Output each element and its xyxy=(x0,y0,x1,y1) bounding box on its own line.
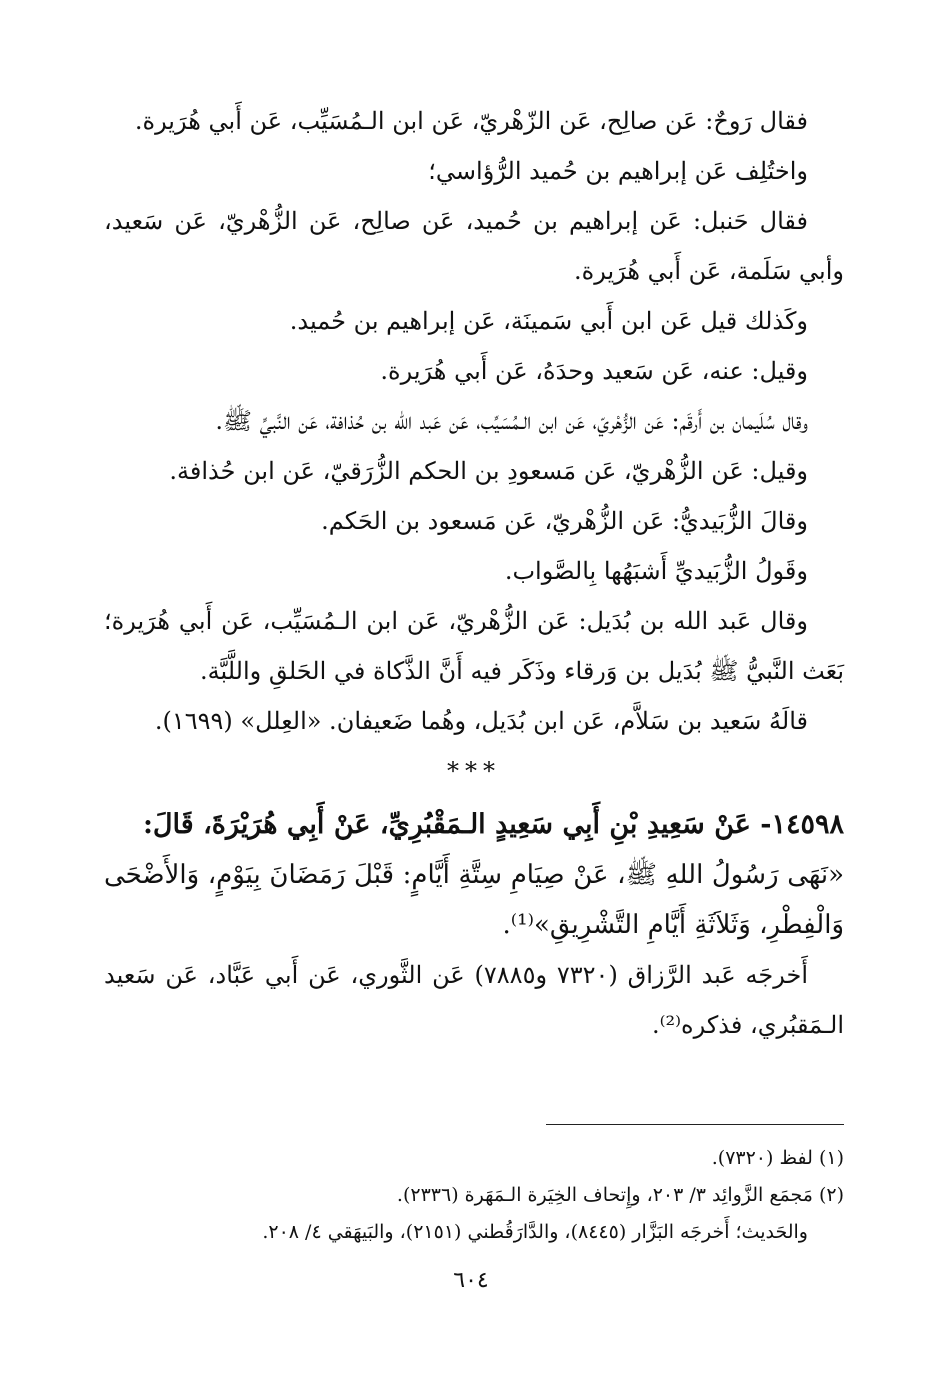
paragraph-ilal-reference: قالَهُ سَعيد بن سَلاَّم، عَن ابن بُدَيل، وهُما ضَعيفان. «العِلل» (١٦٩٩). xyxy=(154,707,808,735)
paragraph-rawh: فقال رَوحٌ: عَن صالِح، عَن الزّهْريّ، عَن ابن الـمُسَيِّب، عَن أَبي هُرَيرة. xyxy=(134,107,808,135)
footnotes xyxy=(104,1140,844,1251)
takhrij-paragraph: أَخرجَه عَبد الرَّزاق (٧٣٢٠ و٧٨٨٥) عَن الثَّوري، عَن أَبي عَبَّاد، عَن سَعيد الـمَقبُري، فذكره⁽²⁾. xyxy=(104,961,844,1039)
paragraph-ikhtulif: واختُلِف عَن إبراهيم بن حُميد الرُّؤاسي؛ xyxy=(428,157,808,185)
hadith-heading: ١٤٥٩٨- عَنْ سَعِيدِ بْنِ أَبِي سَعِيدٍ الـمَقْبُرِيِّ، عَنْ أَبِي هُرَيْرَةَ، قَالَ: xyxy=(142,809,844,840)
paragraph-zubaydi: وقالَ الزُّبَيديُّ: عَن الزُّهْريّ، عَن مَسعود بن الحَكم. xyxy=(321,507,808,535)
footnote-1: (١) لفظ (٧٣٢٠). xyxy=(711,1147,844,1169)
paragraph-qila-anhu: وقيل: عنه، عَن سَعيد وحدَهُ، عَن أَبي هُرَيرة. xyxy=(380,357,808,385)
paragraph-sulayman: وقال سُلَيمان بن أَرقَم: عَن الزُّهْريّ، عَن ابن الـمُسَيِّب، عَن عَبد الله بن حُذافة، عَن النَّبيِّ ﷺ. xyxy=(215,407,808,435)
paragraph-ibn-budayl: وقال عَبد الله بن بُدَيل: عَن الزُّهْريّ، عَن ابن الـمُسَيِّب، عَن أَبي هُرَيرة؛ بَعَث النَّبيُّ ﷺ بُدَيل بن وَرقاء وذَكَر فيه أَنَّ الذَّكاة في الحَلقِ واللَّبَّة. xyxy=(104,607,844,685)
paragraph-ibn-abi-samina: وكَذلك قيل عَن ابن أَبي سَمينَة، عَن إبراهيم بن حُميد. xyxy=(289,307,808,335)
section-separator: *** xyxy=(447,757,501,785)
footnote-divider xyxy=(546,1124,844,1125)
paragraph-masud-zuraqi: وقيل: عَن الزُّهْريّ، عَن مَسعودِ بن الحكم الزُّرَقيّ، عَن ابن حُذافة. xyxy=(169,457,808,485)
page-number: ٦٠٤ xyxy=(453,1268,489,1293)
footnote-2-continuation: والحَديث؛ أَخرجَه البَزَّار (٨٤٤٥)، والدَّارَقُطني (٢١٥١)، والبَيهَقي ٤/ ٢٠٨. xyxy=(262,1221,808,1243)
paragraph-zubaydi-sawab: وقَولُ الزُّبَيديِّ أَشبَهُها بِالصَّواب. xyxy=(504,557,808,585)
hadith-text: «نَهَى رَسُولُ اللهِ ﷺ، عَنْ صِيَامِ سِتَّةِ أَيَّامٍ: قَبْلَ رَمَضَانَ بِيَوْمٍ، وَالأَضْحَى وَالْفِطْرِ، وَثَلاَثَةِ أَيَّامِ التَّشْرِيقِ»⁽¹⁾. xyxy=(104,860,844,940)
main-text xyxy=(104,96,844,1050)
paragraph-hanbal: فقال حَنبل: عَن إبراهيم بن حُميد، عَن صالِح، عَن الزُّهْريّ، عَن سَعيد، وأبي سَلَمة، عَن أَبي هُرَيرة. xyxy=(104,207,844,285)
footnote-2: (٢) مَجمَع الزَّوائِد ٣/ ٢٠٣، وإِتحاف الخِيَرة الـمَهَرة (٢٣٣٦). xyxy=(396,1184,844,1206)
